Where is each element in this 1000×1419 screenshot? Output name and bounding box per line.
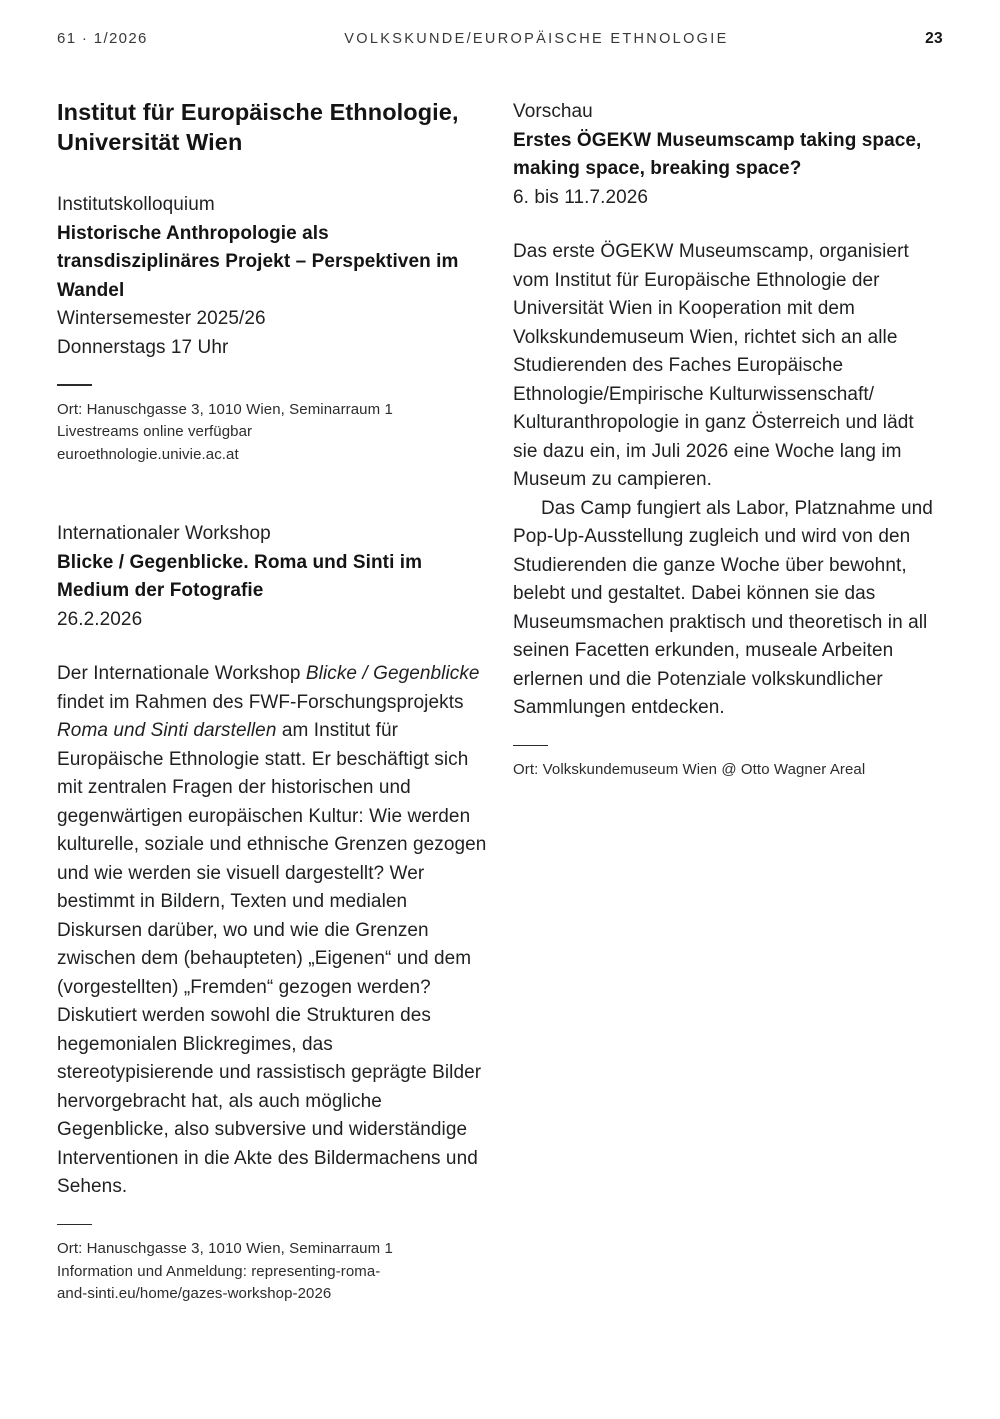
right-column [513, 98, 943, 782]
entry-date: 6. bis 11.7.2026 [513, 186, 649, 208]
entry-location: Ort: Hanuschgasse 3, 1010 Wien, Seminarraum 1 [57, 400, 393, 418]
journal-title: VOLKSKUNDE/EUROPÄISCHE ETHNOLOGIE [344, 31, 729, 47]
entry-term: Wintersemester 2025/26 [57, 308, 266, 330]
divider-rule [57, 384, 92, 386]
entry-kicker: Institutskolloquium [57, 194, 215, 216]
running-head [57, 30, 943, 52]
entry-kicker: Vorschau [513, 101, 593, 122]
divider-rule [513, 745, 548, 747]
entry-location: Ort: Hanuschgasse 3, 1010 Wien, Seminarraum 1 [57, 1240, 393, 1258]
page-title: Institut für Europäische Ethnologie, Universität Wien [57, 99, 459, 155]
left-column [57, 98, 487, 1306]
entry-livestream-note: Livestreams online verfügbar [57, 423, 253, 441]
spacer [57, 466, 487, 520]
entry-date: 26.2.2026 [57, 608, 143, 630]
spacer [57, 634, 487, 660]
entry-registration-url: and-sinti.eu/home/gazes-workshop-2026 [57, 1285, 332, 1303]
entry-location: Ort: Volkskundemuseum Wien @ Otto Wagner Areal [513, 761, 866, 779]
body-italic-1: Blicke / Gegenblicke [305, 663, 480, 685]
entry-kicker: Internationaler Workshop [57, 523, 271, 545]
entry-title: Historische Anthropologie als transdisziplinäres Projekt – Perspektiven im Wandel [57, 222, 459, 301]
entry-website: euroethnologie.univie.ac.at [57, 445, 239, 463]
entry-body-paragraph [57, 660, 487, 1202]
entry-institutskolloquium [57, 191, 487, 466]
issue-reference: 61 · 1/2026 [57, 30, 148, 47]
divider-rule [57, 1224, 92, 1226]
entry-body-paragraph-2: Das Camp fungiert als Labor, Platznahme und Pop-Up-Ausstellung zugleich und wird von den Studierenden die ganze Woche über bewohnt, belebt und gestaltet. Dabei können sie das Museumsmachen praktisch und theoretisch in all seinen Facetten erkunden, museale Arbeiten erlernen und die Potenziale volkskundlicher Sammlungen entdecken. [513, 497, 933, 718]
entry-internationaler-workshop [57, 520, 487, 1306]
entry-vorschau-museumscamp [513, 98, 943, 782]
entry-title: Blicke / Gegenblicke. Roma und Sinti im Medium der Fotografie [57, 551, 423, 602]
body-part-2: findet im Rahmen des FWF-Forschungsprojekts [57, 691, 464, 713]
body-part-3: am Institut für Europäische Ethnologie statt. Er beschäftigt sich mit zentralen Fragen der historischen und gegenwärtigen europäischen Kultur: Wie werden kulturelle, soziale und ethnische Grenzen gezogen und wie werden sie visuell dargestellt? Wer bestimmt in Bildern, Texten und medialen Diskursen darüber, wo und wie die Grenzen zwischen dem (behaupteten) „Eigenen“ und dem (vorgestellten) „Fremden“ gezogen werden? Diskutiert werden sowohl die Strukturen des hegemonialen Blickregimes, das stereotypisierende und rassistisch geprägte Bilder hervorgebracht hat, als auch mögliche Gegenblicke, also subversive und widerständige Interventionen in die Akte des Bildermachens und Sehens. [57, 720, 487, 1198]
entry-title: Erstes ÖGEKW Museumscamp taking space, making space, breaking space? [513, 129, 922, 179]
entry-registration-note: Information und Anmeldung: representing-roma- [57, 1262, 381, 1280]
spacer [513, 212, 943, 238]
entry-time: Donnerstags 17 Uhr [57, 336, 229, 358]
page-number: 23 [925, 30, 943, 47]
body-part-1: Der Internationale Workshop [57, 663, 306, 685]
body-italic-2: Roma und Sinti darstellen [57, 720, 277, 742]
entry-body-paragraph-1: Das erste ÖGEKW Museumscamp, organisiert vom Institut für Europäische Ethnologie der Universität Wien in Kooperation mit dem Volkskundemuseum Wien, richtet sich an alle Studierenden des Faches Europäische Ethnologie/Empirische Kulturwissenschaft/ Kulturanthropologie in ganz Österreich und lädt sie dazu ein, im Juli 2026 eine Woche lang im Museum zu campieren. [513, 241, 914, 490]
